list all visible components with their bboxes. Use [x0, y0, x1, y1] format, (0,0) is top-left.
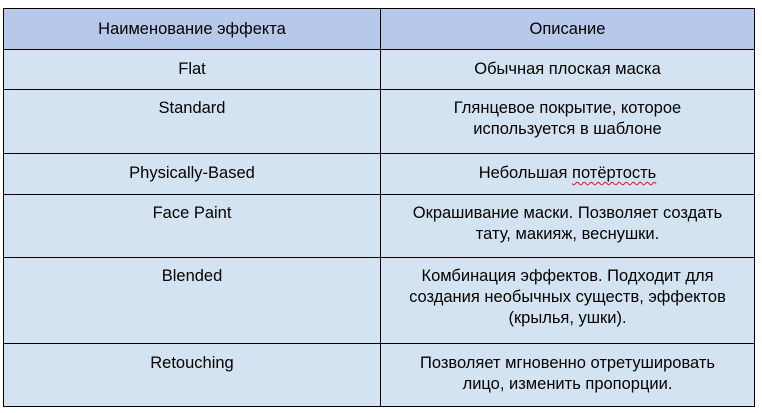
description-line: Окрашивание маски. Позволяет создать	[412, 204, 723, 222]
effect-description-cell[interactable]	[381, 154, 755, 195]
table-row	[4, 90, 755, 154]
effect-description-cell[interactable]	[381, 50, 755, 90]
table-row	[4, 154, 755, 195]
spellcheck-flagged-word: потёртость	[572, 164, 657, 182]
effect-description-cell[interactable]	[381, 344, 755, 407]
table-header-row	[4, 9, 755, 50]
effects-table	[3, 8, 755, 407]
table-row	[4, 195, 755, 258]
description-line: создания необычных существ, эффектов	[409, 288, 726, 306]
effect-name-cell[interactable]: Standard	[4, 90, 381, 154]
header-effect-name[interactable]: Наименование эффекта	[4, 9, 381, 50]
table-row	[4, 344, 755, 407]
description-line: Комбинация эффектов. Подходит для	[421, 267, 714, 285]
effect-name-cell[interactable]: Physically-Based	[4, 154, 381, 195]
effect-description-cell[interactable]	[381, 90, 755, 154]
effect-name-cell[interactable]: Face Paint	[4, 195, 381, 258]
effect-name-cell[interactable]: Flat	[4, 50, 381, 90]
effect-name-cell[interactable]: Blended	[4, 258, 381, 344]
description-text: Небольшая	[478, 164, 573, 182]
description-line: используется в шаблоне	[473, 120, 662, 138]
description-line: Обычная плоская маска	[474, 60, 661, 78]
table-row	[4, 50, 755, 90]
description-line: тату, макияж, веснушки.	[475, 225, 660, 243]
effect-description-cell[interactable]	[381, 195, 755, 258]
description-line: лицо, изменить пропорции.	[462, 375, 673, 393]
effect-name-cell[interactable]: Retouching	[4, 344, 381, 407]
description-line: Позволяет мгновенно отретушировать	[419, 354, 716, 372]
table-row	[4, 258, 755, 344]
effect-description-cell[interactable]	[381, 258, 755, 344]
header-description[interactable]: Описание	[381, 9, 755, 50]
description-line: (крылья, ушки).	[508, 309, 627, 327]
description-line: Глянцевое покрытие, которое	[453, 99, 682, 117]
